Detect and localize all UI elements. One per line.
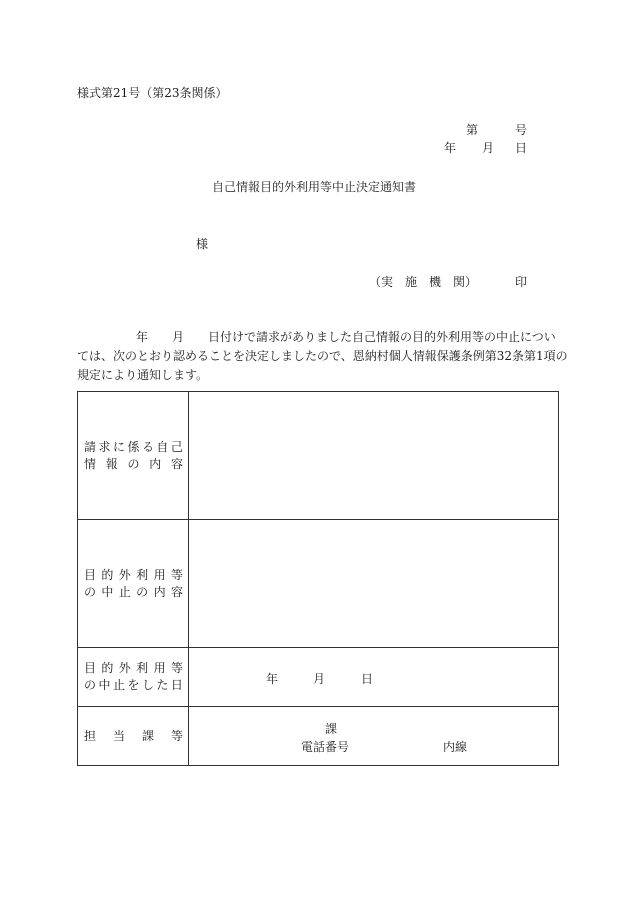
label-staff-department: 担 当 課 等 xyxy=(78,707,189,766)
doc-number-dai: 第 xyxy=(466,123,479,137)
label-suspension-date: 目 的 外 利 用 等 の 中 止 を し た 日 xyxy=(78,648,189,707)
body-line2: ては、次のとおり認めることを決定しましたので、恩納村個人情報保護条例第32条第1項の xyxy=(77,349,568,363)
body-line3: 規定により通知します。 xyxy=(77,368,209,382)
extension-label: 内線 xyxy=(443,740,468,754)
doc-number-go: 号 xyxy=(515,123,528,137)
department-ka: 課 xyxy=(325,722,338,736)
table-row-suspension-date xyxy=(78,648,559,707)
body-month: 月 xyxy=(172,330,185,344)
suspension-date-month: 月 xyxy=(313,672,326,686)
phone-number-label: 電話番号 xyxy=(301,740,350,754)
body-year: 年 xyxy=(136,330,149,344)
issuer-label: （実 施 機 関） xyxy=(369,275,478,289)
date-year: 年 xyxy=(444,141,457,155)
date-month: 月 xyxy=(482,141,495,155)
table-row-suspension-content xyxy=(78,520,559,648)
label-request-info: 請 求 に 係 る 自 己 情 報 の 内 容 xyxy=(78,392,189,520)
form-number: 様式第21号（第23条関係） xyxy=(77,86,228,100)
suspension-content[interactable] xyxy=(189,520,559,648)
suspension-date-field[interactable] xyxy=(189,648,559,707)
staff-department-field[interactable] xyxy=(189,707,559,766)
body-line1: 日付けで請求がありました自己情報の目的外利用等の中止につい xyxy=(208,330,556,344)
table-row-request-info xyxy=(78,392,559,520)
seal-mark: 印 xyxy=(515,275,528,289)
date-day: 日 xyxy=(515,141,528,155)
addressee-suffix: 様 xyxy=(196,237,209,251)
suspension-date-day: 日 xyxy=(361,672,374,686)
table-row-staff xyxy=(78,707,559,766)
label-suspension-content: 目 的 外 利 用 等 の 中 止 の 内 容 xyxy=(78,520,189,648)
suspension-date-year: 年 xyxy=(266,672,279,686)
document-title: 自己情報目的外利用等中止決定通知書 xyxy=(212,180,417,194)
request-info-content[interactable] xyxy=(189,392,559,520)
request-details-table xyxy=(77,391,559,766)
